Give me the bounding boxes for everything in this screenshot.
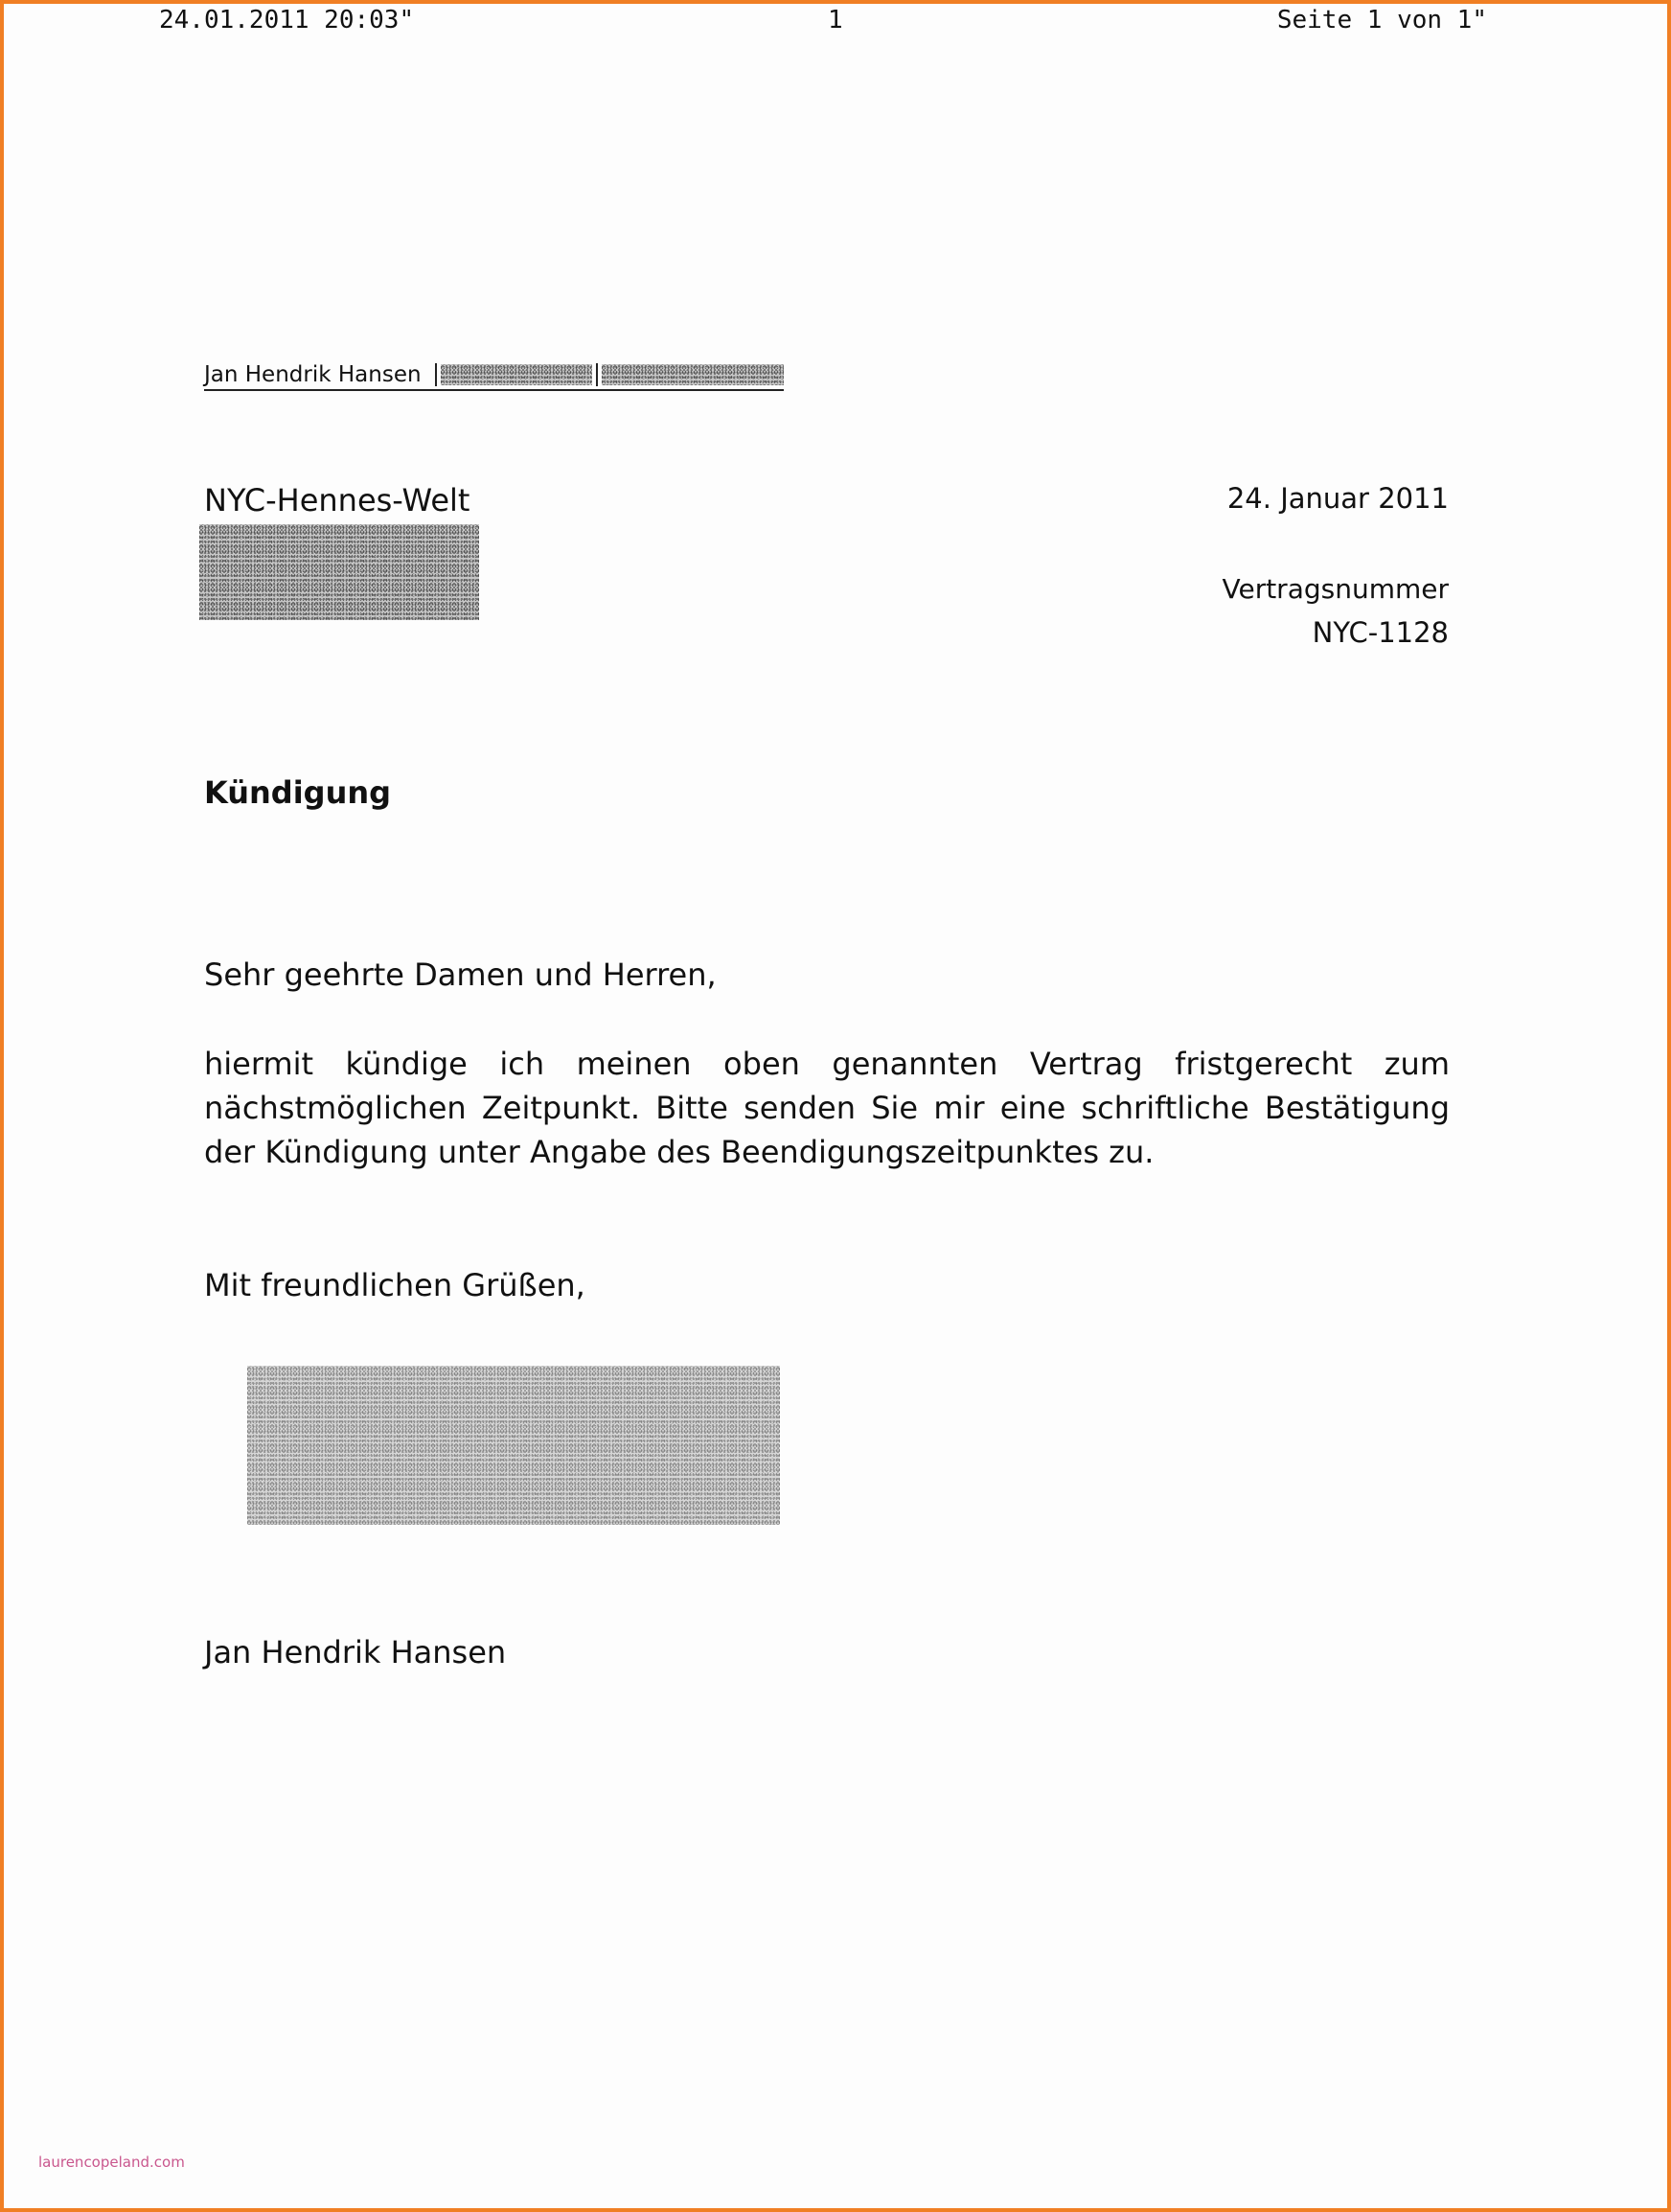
redacted-recipient-address bbox=[199, 524, 479, 620]
watermark: laurencopeland.com bbox=[38, 2154, 185, 2171]
letter-subject: Kündigung bbox=[204, 774, 392, 811]
letter-greeting: Sehr geehrte Damen und Herren, bbox=[204, 956, 717, 993]
separator bbox=[435, 363, 437, 386]
contract-number-label: Vertragsnummer bbox=[1222, 573, 1449, 605]
redacted-signature bbox=[247, 1366, 780, 1525]
sender-address-line bbox=[204, 362, 784, 391]
signature-name: Jan Hendrik Hansen bbox=[204, 1634, 507, 1671]
letter-body: hiermit kündige ich meinen oben genannten Vertrag fristgerecht zum nächstmöglichen Zeitpunkt. Bitte senden Sie mir eine schriftliche Bestätigung der Kündigung unter Angabe des Beendigungszeitpunktes zu. bbox=[204, 1046, 1450, 1170]
redacted-street bbox=[441, 364, 592, 385]
sender-name: Jan Hendrik Hansen bbox=[204, 362, 422, 387]
redacted-city bbox=[602, 364, 784, 385]
contract-number: NYC-1128 bbox=[1312, 616, 1449, 649]
print-timestamp: 24.01.2011 20:03" bbox=[159, 6, 415, 35]
print-page-of: Seite 1 von 1" bbox=[1276, 6, 1487, 35]
letter-date: 24. Januar 2011 bbox=[1226, 482, 1449, 515]
recipient-name: NYC-Hennes-Welt bbox=[204, 482, 470, 518]
letter-closing: Mit freundlichen Grüßen, bbox=[204, 1267, 585, 1303]
separator bbox=[596, 363, 598, 386]
print-page-number: 1 bbox=[828, 6, 843, 35]
